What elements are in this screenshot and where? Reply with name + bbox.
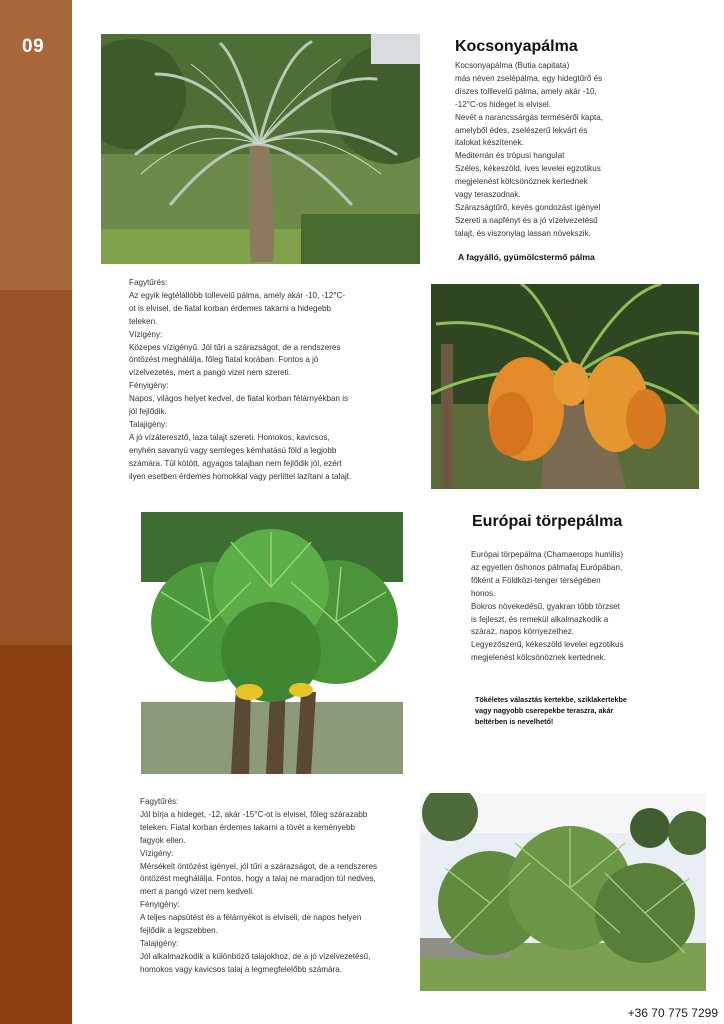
text-line: jól fejlődik. — [129, 407, 167, 417]
palm1-title: Kocsonyapálma — [455, 38, 578, 55]
text-line: Az egyik legtélállóbb tollevelű pálma, amely akár -10, -12°C- — [129, 290, 346, 300]
text-line: ilyen esetben érdemes homokkal vagy perlittel lazítani a talajt. — [129, 471, 352, 481]
chamaerops-palm-photo — [141, 512, 403, 774]
text-line: Fagytűrés: — [140, 797, 179, 806]
text-line: díszes tolllevelű pálma, amely akár -10, — [455, 86, 597, 96]
palm1-tagline: A fagyálló, gyümölcstermő pálma — [458, 252, 595, 262]
text-line: Napos, világos helyet kedvel, de fiatal korban félárnyékban is — [129, 394, 349, 404]
butia-fruit-photo — [431, 284, 699, 489]
text-line: megjelenést kölcsönöznek kertednek. — [471, 653, 606, 663]
text-line: mert a pangó vizet nem kedveli. — [140, 887, 255, 897]
text-line: teleken. — [129, 316, 158, 326]
palm1-care-info — [129, 277, 389, 484]
text-line: A teljes napsütést és a félárnyékot is elviseli, de napos helyen — [140, 913, 362, 923]
butia-palm-photo — [101, 34, 420, 264]
text-line: vagy teraszodnak. — [455, 190, 521, 200]
text-line: teleken. Fiatal korban érdemes takarni a tövét a keményebb — [140, 822, 356, 832]
text-line: A jó vízáteresztő, laza talajt szereti. Homokos, kavicsos, — [129, 432, 330, 442]
text-line: öntözést meghálálja, főleg fiatal korában. Fontos a jó — [129, 355, 319, 365]
text-line: más néven zselépálma, egy hidegtűrő és — [455, 73, 603, 83]
text-line: Szárazságtűrő, kevés gondozást igényel — [455, 202, 601, 212]
text-line: -12°C-os hideget is elvisel. — [455, 99, 551, 109]
side-band-bottom — [0, 645, 72, 1024]
text-line: Szereti a napfényt és a jó vízelvezetésű — [455, 215, 598, 225]
text-line: Tökéletes választás kertekbe, sziklakertekbe — [475, 695, 627, 704]
palm2-callout — [475, 694, 655, 727]
text-line: Kocsonyapálma (Butia capitata) — [455, 61, 570, 70]
text-line: öntözést meghálálja. Fontos, hogy a talaj ne maradjon túl nedves, — [140, 874, 376, 884]
text-line: Talajigény: — [140, 938, 179, 948]
text-line: Talajigény: — [129, 419, 168, 429]
text-line: Fényigény: — [129, 381, 169, 391]
text-line: főként a Földközi-tenger térségében — [471, 575, 601, 585]
text-line: vagy nagyobb cserepekbe teraszra, akár — [475, 706, 614, 715]
text-line: homokos vagy kavicsos talaj a legmegfelelőbb számára. — [140, 964, 342, 974]
text-line: ot is elvisel, de fiatal korban érdemes takarni a hidegebb — [129, 303, 332, 313]
page-number: 09 — [22, 36, 45, 57]
text-line: Jól bírja a hideget, -12, akár -15°C-ot is elvisel, főleg szárazabb — [140, 809, 368, 819]
contact-phone: +36 70 775 7299 — [627, 1006, 718, 1020]
text-line: Mediterrán és trópusi hangulat — [455, 151, 565, 161]
text-line: Fagytűrés: — [129, 278, 168, 287]
text-line: száraz, napos környezethez. — [471, 627, 575, 637]
text-line: vízelvezetés, mert a pangó vizet nem szereti. — [129, 368, 291, 378]
text-line: honos. — [471, 588, 496, 598]
text-line: Széles, kékeszöld, íves levelei egzotikus — [455, 164, 601, 174]
text-line: Jól alkalmazkodik a különböző talajokhoz, de a jó vízelvezetésű, — [140, 951, 371, 961]
text-line: Mérsékelt öntözést igényel, jól tűri a szárazságot, de a rendszeres — [140, 861, 378, 871]
text-line: Vízigény: — [129, 329, 163, 339]
text-line: Vízigény: — [140, 848, 174, 858]
text-line: Legyezőszerű, kékeszöld levelei egzotikus — [471, 640, 624, 650]
side-band-middle — [0, 290, 72, 645]
text-line: fejlődik a legszebben. — [140, 926, 218, 936]
palm2-intro — [471, 549, 651, 665]
text-line: számára. Túl kötött, agyagos talajban nem fejlődik jól, ezért — [129, 458, 342, 468]
text-line: italokat készítenek. — [455, 138, 524, 148]
text-line: talajt, és viszonylag lassan növekszik. — [455, 228, 591, 238]
text-line: megjelenést kölcsönöznek kertednek — [455, 177, 588, 187]
palm1-intro — [455, 60, 635, 241]
chamaerops-garden-photo — [420, 793, 706, 991]
text-line: Bokros növekedésű, gyakran több törzset — [471, 601, 620, 611]
text-line: fagyok ellen. — [140, 835, 186, 845]
text-line: enyhén savanyú vagy semleges kémhatású föld a legjobb — [129, 445, 337, 455]
palm2-title: Európai törpepálma — [472, 513, 623, 530]
text-line: Fényigény: — [140, 900, 180, 910]
text-line: is fejleszt, és remekül alkalmazkodik a — [471, 614, 609, 624]
text-line: beltérben is nevelhető! — [475, 717, 554, 726]
text-line: Nevét a narancssárgás terméséről kapta, — [455, 112, 604, 122]
text-line: Közepes vízigényű. Jól tűri a szárazságot, de a rendszeres — [129, 342, 341, 352]
palm2-care-info — [140, 796, 410, 977]
text-line: amelyből édes, zselészerű lekvárt és — [455, 125, 588, 135]
text-line: Európai törpepálma (Chamaerops humilis) — [471, 550, 624, 559]
text-line: az egyetlen őshonos pálmafaj Európában, — [471, 562, 623, 572]
